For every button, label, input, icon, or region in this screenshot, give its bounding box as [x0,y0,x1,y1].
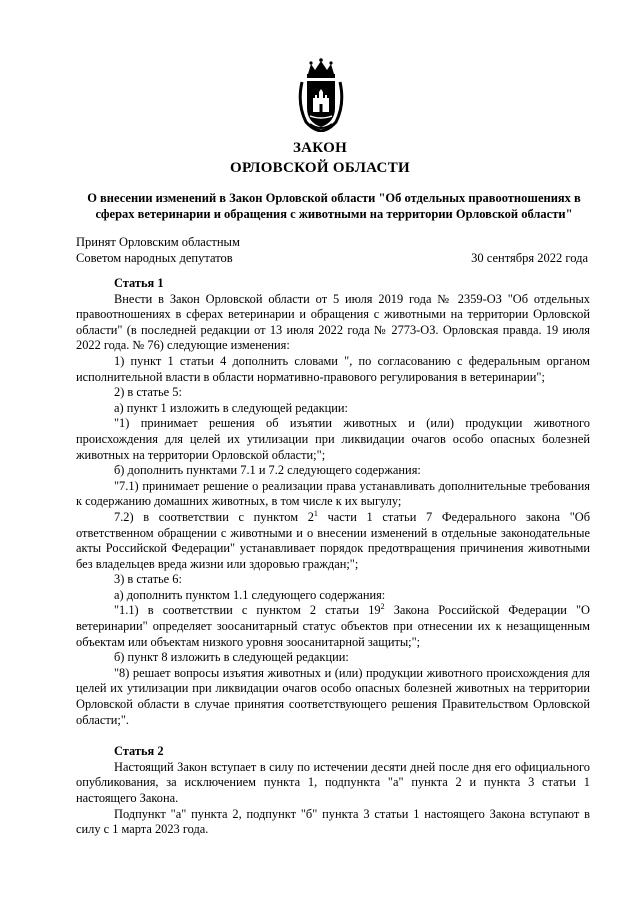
article-1-paragraph [76,603,590,650]
article-2-paragraph: Настоящий Закон вступает в силу по истечении десяти дней после дня его официального опубликования, за исключением пункта 1, подпункта "а" пункта 2 и пункта 3 статьи 1 настоящего Закона. [76,759,590,805]
article-1-paragraph: Внести в Закон Орловской области от 5 июля 2019 года № 2359-ОЗ "Об отдельных правоотношениях в сферах ветеринарии и обращения с животными на территории Орловской области" (в последней редакции от 13 июля 2022 года № 2773-ОЗ. Орловская правда. 19 июля 2022 года. № 76) следующие изменения: [76,291,590,353]
text-fragment: части 1 статьи 7 Федерального закона "Об ответственном обращении с животными и о внесении изменений в отдельные законодательные акты Российской Федерации" устанавливает порядок предотвращения причинения животными без владельцев вреда жизни или здоровью граждан;"; [76,509,590,571]
article-2-heading: Статья 2 [114,744,164,759]
article-1-paragraph: б) дополнить пунктами 7.1 и 7.2 следующего содержания: [114,463,421,478]
law-subtitle: О внесении изменений в Закон Орловской области "Об отдельных правоотношениях в сферах ветеринарии и обращения с животными на территории Орловской области" [87,191,581,221]
superscript: 2 [380,602,385,612]
article-1-paragraph: а) пункт 1 изложить в следующей редакции: [114,400,348,415]
article-1-paragraph: "8) решает вопросы изъятия животных и (или) продукции животного происхождения для целей их утилизации при ликвидации очагов особо опасных болезней животных на территории Орловской области в случае принятия соответствующего решения Правительством Орловской области;". [76,665,590,727]
adopted-by [76,234,240,266]
text-fragment: "1.1) в соответствии с пунктом 2 статьи 19 [114,603,381,618]
text-fragment: 7.2) в соответствии с пунктом 2 [114,509,314,524]
coat-of-arms-icon [296,58,346,132]
article-1-paragraph: 1) пункт 1 статьи 4 дополнить словами ", по согласованию с федеральным органом исполнительной власти в области нормативно-правового регулирования в ветеринарии"; [76,353,590,384]
article-1-heading: Статья 1 [114,276,164,290]
article-2-paragraph: Подпункт "а" пункта 2, подпункт "б" пункта 3 статьи 1 настоящего Закона вступают в силу с 1 марта 2023 года. [76,806,590,837]
adopted-line-2: Советом народных депутатов [76,251,233,265]
text-fragment: Закона Российской Федерации "О ветеринарии" определяет зоосанитарный статус объектов при отнесении их к незащищенным объектам или объектам низкого уровня зоосанитарной защиты;"; [76,603,590,649]
superscript: 1 [313,508,318,518]
article-1-paragraph [76,510,590,572]
law-title: ЗАКОН [292,140,348,156]
adopted-line-1: Принят Орловским областным [76,235,240,249]
article-1-paragraph: 3) в статье 6: [114,572,182,587]
article-1-paragraph: 2) в статье 5: [114,385,182,400]
region-title: ОРЛОВСКОЙ ОБЛАСТИ [230,160,410,176]
law-body [76,276,590,838]
article-1-paragraph: а) дополнить пунктом 1.1 следующего содержания: [114,587,386,602]
adoption-date: 30 сентября 2022 года [471,251,588,265]
article-1-paragraph: б) пункт 8 изложить в следующей редакции: [114,650,349,665]
article-1-paragraph: "7.1) принимает решение о реализации права устанавливать дополнительные требования к содержанию домашних животных, в том числе к их выгулу; [76,478,590,509]
article-1-paragraph: "1) принимает решения об изъятии животных и (или) продукции животного происхождения для целей их утилизации при ликвидации очагов особо опасных болезней животных на территории Орловской области;"; [76,416,590,462]
